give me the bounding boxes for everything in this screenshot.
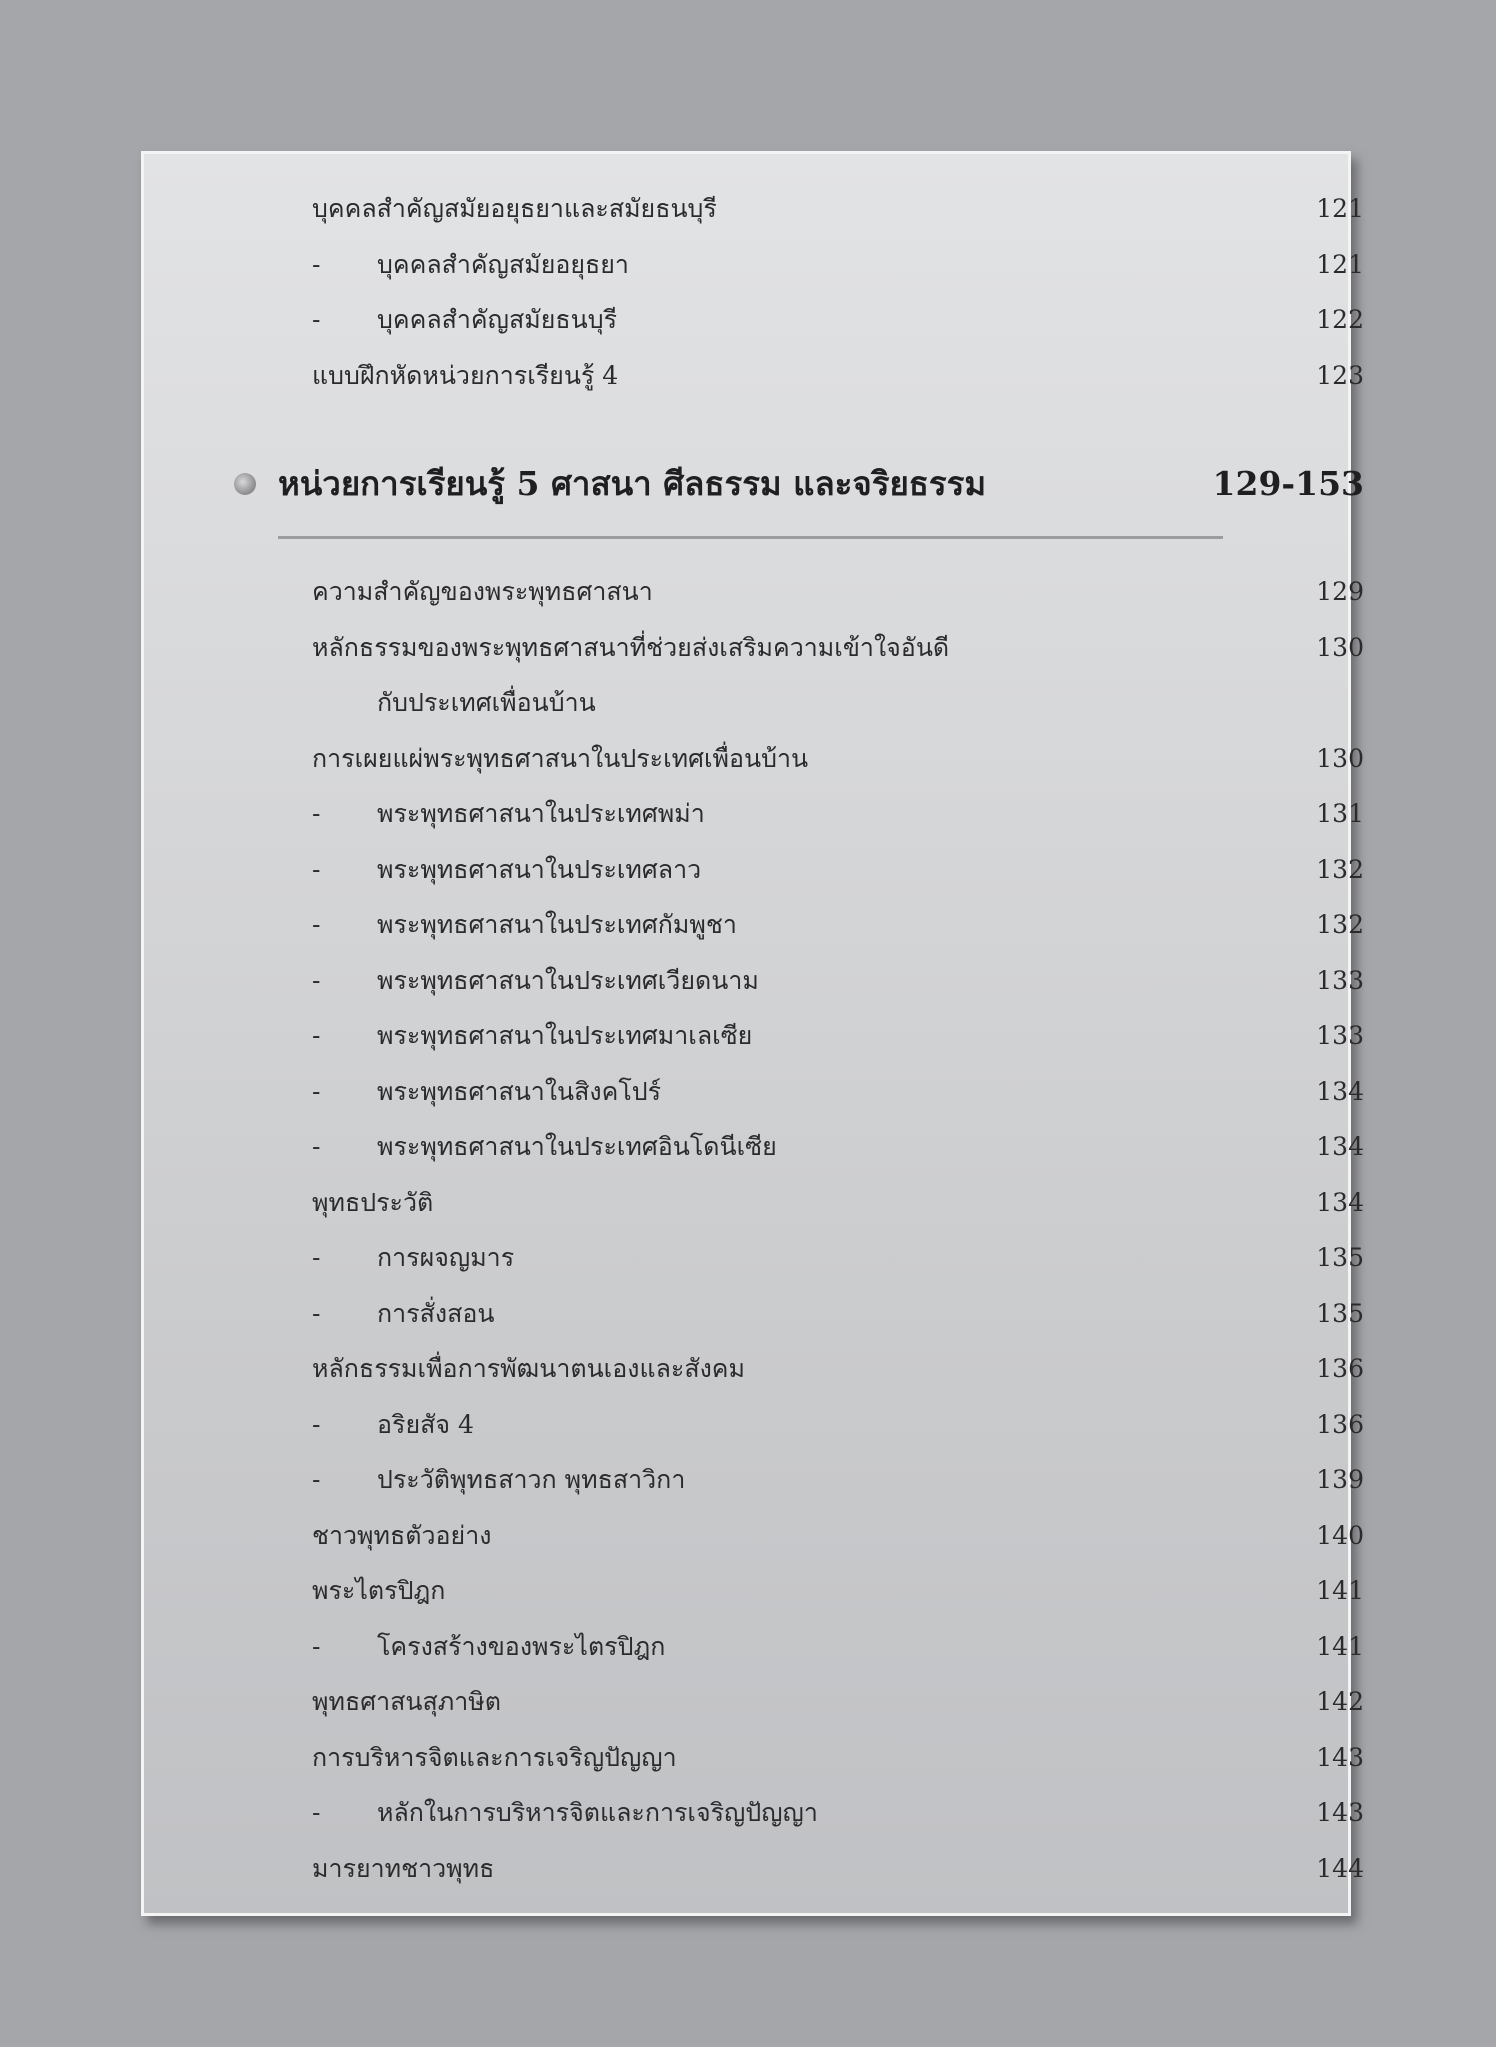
toc-entry-page: 135 — [1316, 1299, 1364, 1328]
toc-subentry — [312, 789, 1364, 839]
toc-subentry — [312, 900, 1364, 950]
toc-entry-title: พุทธศาสนสุภาษิต — [312, 1687, 501, 1716]
toc-entry-page: 132 — [1316, 855, 1364, 884]
toc-entry-title: ความสำคัญของพระพุทธศาสนา — [312, 577, 653, 606]
toc-entry-title: หลักในการบริหารจิตและการเจริญปัญญา — [377, 1798, 818, 1827]
toc-entry — [312, 351, 1364, 401]
toc-entry-title: กับประเทศเพื่อนบ้าน — [377, 688, 596, 717]
toc-entry-page: 123 — [1316, 361, 1364, 390]
toc-dash: - — [312, 799, 321, 828]
toc-entry — [312, 1677, 1364, 1727]
toc-entry-page: 130 — [1316, 744, 1364, 773]
toc-entry-title: การบริหารจิตและการเจริญปัญญา — [312, 1743, 677, 1772]
toc-entry — [312, 184, 1364, 234]
toc-entry-title: ชาวพุทธตัวอย่าง — [312, 1521, 492, 1550]
toc-dash: - — [312, 910, 321, 939]
toc-entry-page: 136 — [1316, 1410, 1364, 1439]
toc-dash: - — [312, 855, 321, 884]
toc-dash: - — [312, 250, 321, 279]
toc-subentry — [312, 240, 1364, 290]
toc-entry-title: พระพุทธศาสนาในประเทศพม่า — [377, 799, 705, 828]
toc-subentry — [312, 1233, 1364, 1283]
heading-divider — [278, 536, 1223, 539]
toc-entry-page: 122 — [1316, 305, 1364, 334]
toc-entry-page: 131 — [1316, 799, 1364, 828]
toc-entry-page: 143 — [1316, 1743, 1364, 1772]
toc-dash: - — [312, 1077, 321, 1106]
toc-entry-title: บุคคลสำคัญสมัยอยุธยา — [377, 250, 629, 279]
toc-dash: - — [312, 1299, 321, 1328]
toc-entry-title: การเผยแผ่พระพุทธศาสนาในประเทศเพื่อนบ้าน — [312, 744, 809, 773]
toc-dash: - — [312, 305, 321, 334]
toc-dash: - — [312, 966, 321, 995]
toc-entry-page: 140 — [1316, 1521, 1364, 1550]
toc-entry-page: 130 — [1316, 633, 1364, 662]
toc-entry — [312, 1844, 1364, 1894]
toc-entry-page: 134 — [1316, 1077, 1364, 1106]
toc-entry-page: 135 — [1316, 1243, 1364, 1272]
toc-entry-title: พระพุทธศาสนาในประเทศมาเลเซีย — [377, 1021, 753, 1050]
toc-entry-page: 143 — [1316, 1798, 1364, 1827]
toc-subentry — [312, 956, 1364, 1006]
toc-entry-page: 129 — [1316, 577, 1364, 606]
toc-entry-title: พุทธประวัติ — [312, 1188, 434, 1217]
toc-dash: - — [312, 1798, 321, 1827]
toc-entry — [312, 1511, 1364, 1561]
unit-heading — [234, 454, 1364, 514]
toc-entry-title: พระพุทธศาสนาในประเทศกัมพูชา — [377, 910, 737, 939]
toc-entry-title: มารยาทชาวพุทธ — [312, 1854, 495, 1883]
toc-dash: - — [312, 1410, 321, 1439]
toc-dash: - — [312, 1243, 321, 1272]
toc-subentry — [312, 1011, 1364, 1061]
toc-entry — [312, 1733, 1364, 1783]
toc-subentry — [312, 295, 1364, 345]
toc-entry-page: 133 — [1316, 1021, 1364, 1050]
toc-entry — [312, 623, 1364, 673]
toc-subentry — [312, 1622, 1364, 1672]
table-of-contents — [144, 154, 1364, 1913]
toc-entry-title: โครงสร้างของพระไตรปิฎก — [377, 1632, 666, 1661]
toc-entry-title: พระพุทธศาสนาในประเทศเวียดนาม — [377, 966, 759, 995]
toc-entry-title: พระพุทธศาสนาในประเทศลาว — [377, 855, 702, 884]
toc-entry-title: บุคคลสำคัญสมัยธนบุรี — [377, 305, 617, 334]
toc-subentry — [312, 845, 1364, 895]
toc-entry-page: 121 — [1316, 194, 1364, 223]
toc-dash: - — [312, 1132, 321, 1161]
toc-entry-title: บุคคลสำคัญสมัยอยุธยาและสมัยธนบุรี — [312, 194, 717, 223]
toc-entry-title: แบบฝึกหัดหน่วยการเรียนรู้ 4 — [312, 361, 619, 390]
toc-subentry — [312, 1400, 1364, 1450]
toc-entry-page: 134 — [1316, 1132, 1364, 1161]
toc-entry-page: 121 — [1316, 250, 1364, 279]
toc-entry-title: หลักธรรมของพระพุทธศาสนาที่ช่วยส่งเสริมความเข้าใจอันดี — [312, 633, 950, 662]
toc-entry-page: 141 — [1316, 1576, 1364, 1605]
toc-subentry — [312, 1122, 1364, 1172]
toc-entry-title: หลักธรรมเพื่อการพัฒนาตนเองและสังคม — [312, 1354, 745, 1383]
toc-entry-page: 142 — [1316, 1687, 1364, 1716]
toc-entry — [312, 567, 1364, 617]
toc-dash: - — [312, 1465, 321, 1494]
toc-entry — [312, 1344, 1364, 1394]
toc-subentry — [312, 1067, 1364, 1117]
toc-dash: - — [312, 1632, 321, 1661]
toc-entry-page: 134 — [1316, 1188, 1364, 1217]
toc-subentry — [312, 1289, 1364, 1339]
toc-entry-page: 136 — [1316, 1354, 1364, 1383]
toc-entry-title: การผจญมาร — [377, 1243, 515, 1272]
toc-entry-page: 139 — [1316, 1465, 1364, 1494]
toc-dash: - — [312, 1021, 321, 1050]
bullet-icon — [234, 473, 256, 495]
unit-page-range: 129-153 — [1212, 464, 1364, 503]
toc-entry-page: 133 — [1316, 966, 1364, 995]
toc-entry — [312, 1178, 1364, 1228]
toc-entry-page: 132 — [1316, 910, 1364, 939]
toc-entry-title: การสั่งสอน — [377, 1299, 495, 1328]
toc-subentry — [312, 1455, 1364, 1505]
toc-entry-title: ประวัติพุทธสาวก พุทธสาวิกา — [377, 1465, 686, 1494]
toc-entry-page: 144 — [1316, 1854, 1364, 1883]
unit-title: หน่วยการเรียนรู้ 5 ศาสนา ศีลธรรม และจริยธรรม — [278, 464, 987, 503]
toc-entry-title: พระพุทธศาสนาในประเทศอินโดนีเซีย — [377, 1132, 777, 1161]
toc-entry-title: พระพุทธศาสนาในสิงคโปร์ — [377, 1077, 662, 1106]
toc-entry-title: อริยสัจ 4 — [377, 1410, 474, 1439]
toc-entry-title: พระไตรปิฎก — [312, 1576, 446, 1605]
toc-entry-page: 141 — [1316, 1632, 1364, 1661]
toc-entry-continuation — [312, 678, 1364, 728]
toc-subentry — [312, 1788, 1364, 1838]
toc-entry — [312, 734, 1364, 784]
book-page — [141, 151, 1364, 1916]
toc-entry — [312, 1566, 1364, 1616]
